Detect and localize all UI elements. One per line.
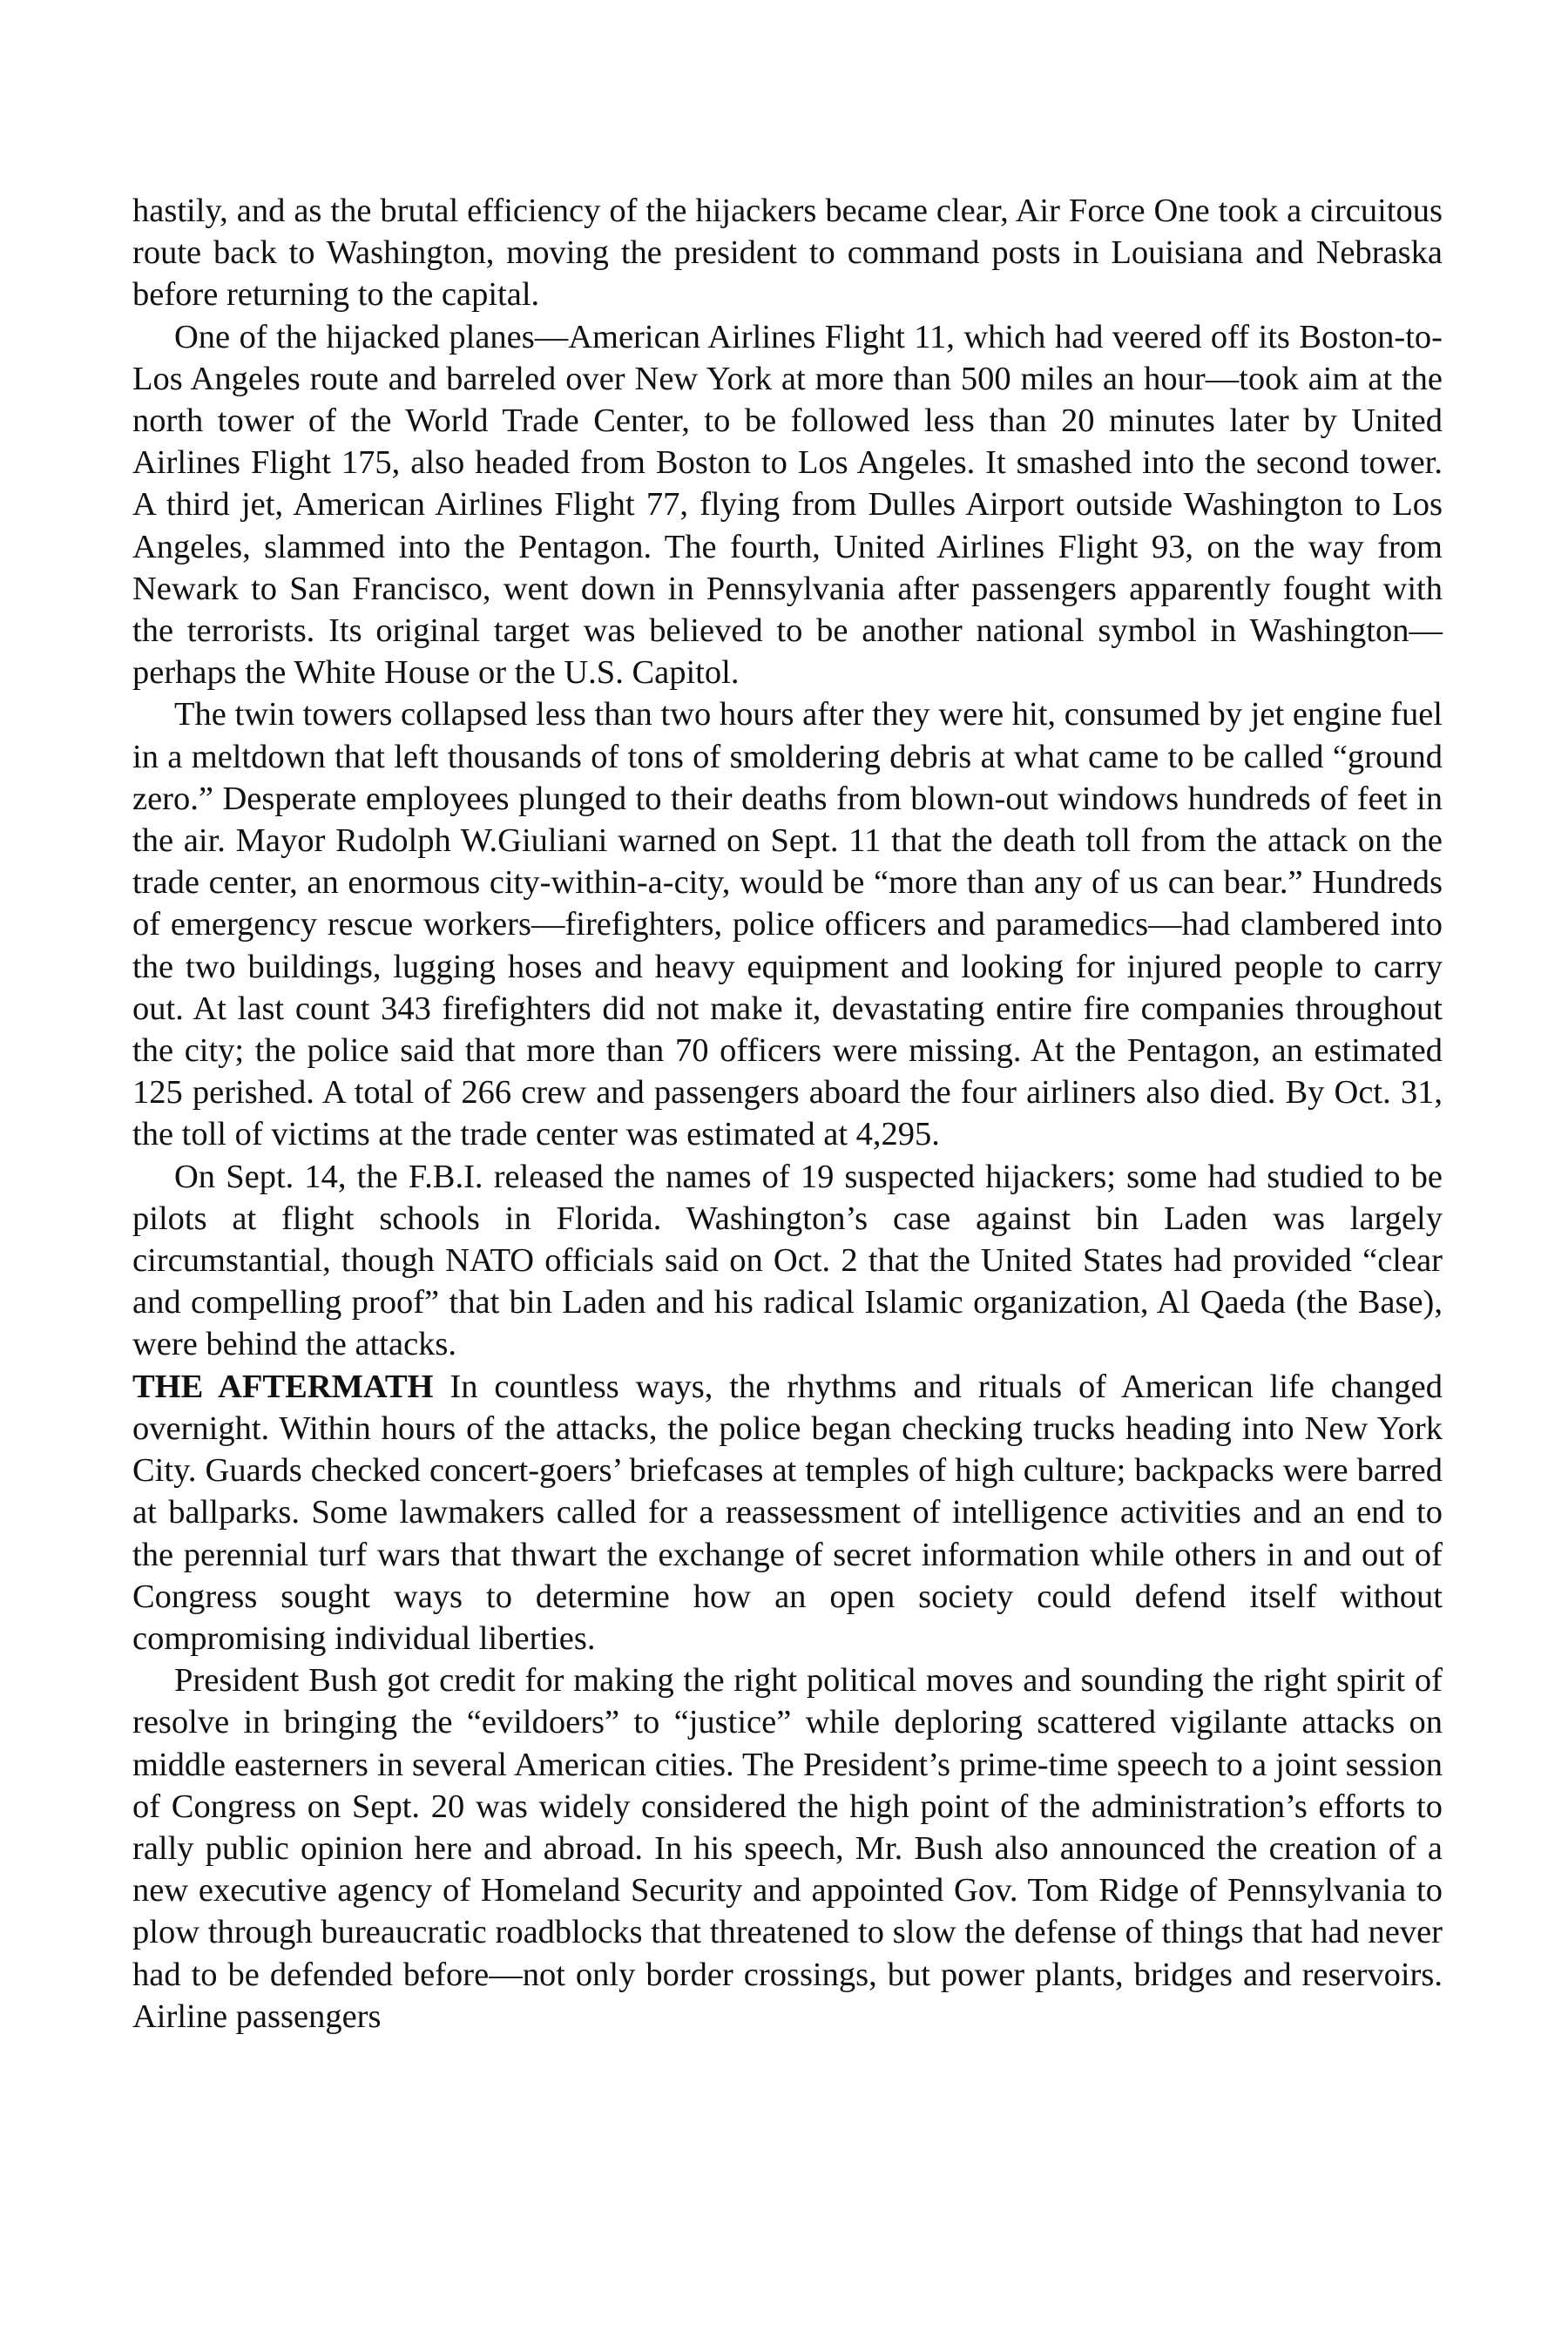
paragraph-twin-towers: The twin towers collapsed less than two hours after they were hit, consumed by jet engine fuel in a meltdown that left thousands of tons of smoldering debris at what came to be called “ground zero.” Desperate employees plunged to their deaths from blown-out windows hundreds of feet in the air. Mayor Rudolph W.Giuliani warned on Sept. 11 that the death toll from the attack on the trade center, an enormous city-within-a-city, would be “more than any of us can bear.” Hundreds of emergency rescue workers—firefighters, police officers and paramedics—had clambered into the two buildings, lugging hoses and heavy equipment and looking for injured people to carry out. At last count 343 firefighters did not make it, devastating entire fire companies throughout the city; the police said that more than 70 officers were missing. At the Pentagon, an estimated 125 perished. A total of 266 crew and passengers aboard the four airliners also died. By Oct. 31, the toll of victims at the trade center was estimated at 4,295. <box>132 696 1443 1153</box>
paragraph-president-bush: President Bush got credit for making the right political moves and sounding the right spirit of resolve in bringing the “evildoers” to “justice” while deploring scattered vigilante attacks on middle easterners in several American cities. The President’s prime-time speech to a joint session of Congress on Sept. 20 was widely considered the high point of the administration’s efforts to rally public opinion here and abroad. In his speech, Mr. Bush also announced the creation of a new executive agency of Homeland Security and appointed Gov. Tom Ridge of Pennsylvania to plow through bureaucratic roadblocks that threatened to slow the defense of things that had never had to be defended before—not only border crossings, but power plants, bridges and reservoirs. Airline passengers <box>132 1662 1443 2035</box>
aftermath-body-text: In countless ways, the rhythms and rituals of American life changed overnight. Within hours of the attacks, the police began checking trucks heading into New York City. Guards checked concert-goers’ briefcases at temples of high culture; backpacks were barred at ballparks. Some lawmakers called for a reassessment of intelligence activities and an end to the perennial turf wars that thwart the exchange of secret information while others in and out of Congress sought ways to determine how an open society could defend itself without compromising individual liberties. <box>132 1368 1443 1657</box>
paragraph-fbi-hijackers: On Sept. 14, the F.B.I. released the names of 19 suspected hijackers; some had studied to be pilots at flight schools in Florida. Washington’s case against bin Laden was largely circumstantial, though NATO officials said on Oct. 2 that the United States had provided “clear and compelling proof” that bin Laden and his radical Islamic organization, Al Qaeda (the Base), were behind the attacks. <box>132 1158 1443 1363</box>
document-page <box>132 190 1443 2038</box>
paragraph-air-force-one: hastily, and as the brutal efficiency of the hijackers became clear, Air Force One took a circuitous route back to Washington, moving the president to command posts in Louisiana and Nebraska before returning to the capital. <box>132 193 1443 314</box>
section-heading-aftermath: THE AFTERMATH <box>132 1368 434 1405</box>
paragraph-hijacked-planes: One of the hijacked planes—American Airlines Flight 11, which had veered off its Boston-to-Los Angeles route and barreled over New York at more than 500 miles an hour—took aim at the north tower of the World Trade Center, to be followed less than 20 minutes later by United Airlines Flight 175, also headed from Boston to Los Angeles. It smashed into the second tower. A third jet, American Airlines Flight 77, flying from Dulles Airport outside Washington to Los Angeles, slammed into the Pentagon. The fourth, United Airlines Flight 93, on the way from Newark to San Francisco, went down in Pennsylvania after passengers apparently fought with the terrorists. Its original target was believed to be another national symbol in Washington—perhaps the White House or the U.S. Capitol. <box>132 318 1443 692</box>
paragraph-aftermath <box>132 1366 1443 1659</box>
